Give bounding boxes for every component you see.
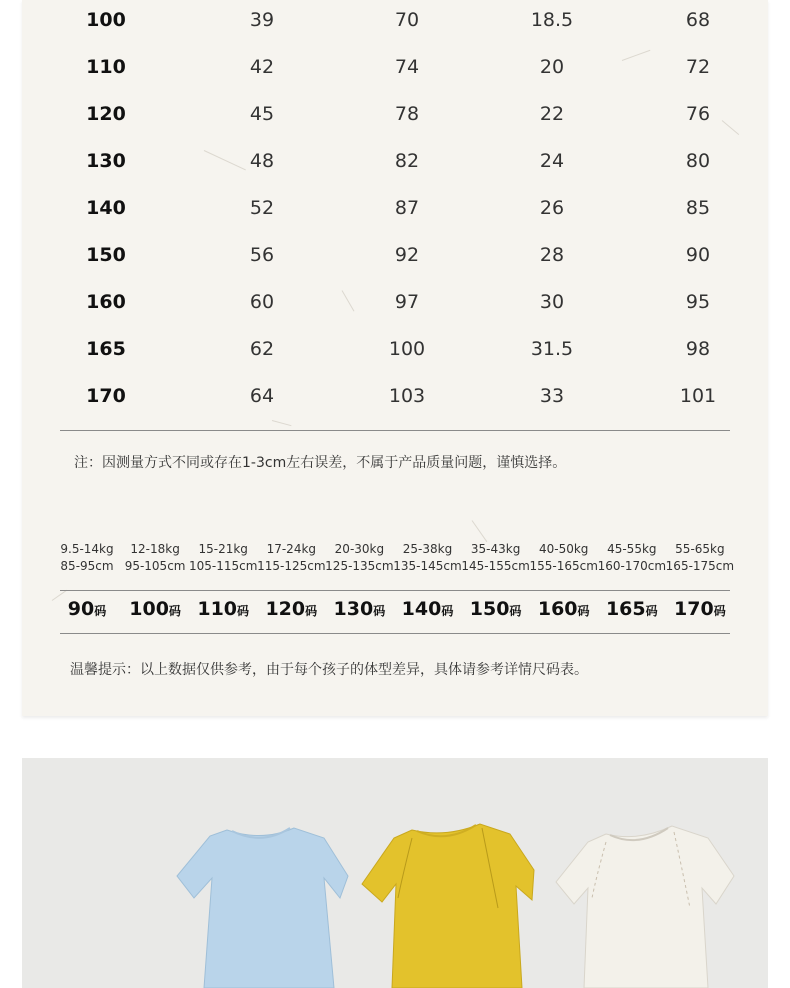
size-code bbox=[324, 598, 394, 620]
weight-range: 40-50kg bbox=[538, 542, 589, 556]
table-row bbox=[22, 44, 768, 91]
size-code-unit: 码 bbox=[168, 604, 181, 618]
measure-cell: 18.5 bbox=[530, 9, 574, 31]
measure-cell: 90 bbox=[685, 244, 711, 266]
size-code-number: 130 bbox=[333, 598, 374, 620]
measure-cell: 45 bbox=[249, 103, 275, 125]
measure-cell: 26 bbox=[539, 197, 565, 219]
size-code-number: 160 bbox=[537, 598, 578, 620]
size-code-number: 170 bbox=[674, 598, 714, 620]
size-cell: 150 bbox=[86, 244, 126, 266]
weight-range: 9.5-14kg bbox=[60, 542, 114, 556]
measure-cell: 31.5 bbox=[530, 338, 574, 360]
measure-cell: 42 bbox=[249, 56, 275, 78]
size-code-unit: 码 bbox=[713, 604, 726, 618]
measure-cell: 52 bbox=[249, 197, 275, 219]
size-code-number: 90 bbox=[67, 598, 95, 620]
size-code-unit: 码 bbox=[237, 604, 250, 618]
measure-cell: 74 bbox=[394, 56, 420, 78]
size-code bbox=[597, 598, 667, 620]
table-row bbox=[22, 232, 768, 279]
size-cell: 100 bbox=[86, 9, 126, 31]
measure-cell: 80 bbox=[685, 150, 711, 172]
product-photo bbox=[22, 758, 768, 988]
measure-cell: 103 bbox=[388, 385, 426, 407]
measure-cell: 72 bbox=[685, 56, 711, 78]
measure-cell: 98 bbox=[685, 338, 711, 360]
measure-cell: 39 bbox=[249, 9, 275, 31]
size-code-unit: 码 bbox=[305, 604, 318, 618]
size-chart-panel bbox=[22, 0, 768, 716]
reference-weight-height bbox=[324, 541, 394, 575]
size-cell: 160 bbox=[86, 291, 126, 313]
size-cell: 130 bbox=[86, 150, 126, 172]
table-row bbox=[22, 373, 768, 420]
weight-range: 25-38kg bbox=[402, 542, 453, 556]
size-cell: 170 bbox=[86, 385, 126, 407]
size-code-unit: 码 bbox=[441, 604, 454, 618]
reference-weight-height bbox=[665, 541, 735, 575]
size-code bbox=[120, 598, 190, 620]
size-code-unit: 码 bbox=[645, 604, 658, 618]
size-code-number: 120 bbox=[265, 598, 306, 620]
table-row bbox=[22, 279, 768, 326]
size-code bbox=[188, 598, 258, 620]
measure-cell: 62 bbox=[249, 338, 275, 360]
measure-cell: 60 bbox=[249, 291, 275, 313]
measure-cell: 100 bbox=[388, 338, 426, 360]
table-row bbox=[22, 91, 768, 138]
height-range: 85-95cm bbox=[60, 559, 114, 573]
table-row bbox=[22, 326, 768, 373]
measure-cell: 48 bbox=[249, 150, 275, 172]
measure-cell: 101 bbox=[679, 385, 717, 407]
size-code-number: 150 bbox=[469, 598, 510, 620]
size-code bbox=[256, 598, 326, 620]
yellow-tshirt bbox=[362, 824, 534, 988]
height-range: 135-145cm bbox=[393, 559, 462, 573]
paper-fiber bbox=[472, 520, 488, 542]
measure-cell: 30 bbox=[539, 291, 565, 313]
reference-weight-height bbox=[188, 541, 258, 575]
tshirt-illustrations bbox=[22, 758, 768, 988]
table-row bbox=[22, 0, 768, 44]
size-code-number: 110 bbox=[197, 598, 238, 620]
size-cell: 120 bbox=[86, 103, 126, 125]
measure-cell: 68 bbox=[685, 9, 711, 31]
table-row bbox=[22, 185, 768, 232]
size-code-unit: 码 bbox=[509, 604, 522, 618]
measurement-note: 注：因测量方式不同或存在1-3cm左右误差，不属于产品质量问题，谨慎选择。 bbox=[74, 455, 567, 471]
size-code-unit: 码 bbox=[373, 604, 386, 618]
measure-cell: 97 bbox=[394, 291, 420, 313]
size-code bbox=[393, 598, 463, 620]
weight-range: 55-65kg bbox=[675, 542, 725, 556]
blue-tshirt bbox=[177, 828, 348, 988]
size-cell: 165 bbox=[86, 338, 126, 360]
measure-cell: 33 bbox=[539, 385, 565, 407]
measure-cell: 87 bbox=[394, 197, 420, 219]
measure-cell: 92 bbox=[394, 244, 420, 266]
measure-cell: 78 bbox=[394, 103, 420, 125]
measure-cell: 24 bbox=[539, 150, 565, 172]
size-code bbox=[52, 598, 122, 620]
size-code-unit: 码 bbox=[577, 604, 590, 618]
height-range: 160-170cm bbox=[597, 559, 667, 573]
table-row bbox=[22, 138, 768, 185]
measure-cell: 22 bbox=[539, 103, 565, 125]
size-code-number: 140 bbox=[401, 598, 442, 620]
measure-cell: 82 bbox=[394, 150, 420, 172]
reference-weight-height bbox=[597, 541, 667, 575]
size-code-number: 165 bbox=[605, 598, 646, 620]
reference-weight-height bbox=[393, 541, 463, 575]
measure-cell: 20 bbox=[539, 56, 565, 78]
size-code-number: 100 bbox=[129, 598, 169, 620]
weight-range: 45-55kg bbox=[607, 542, 657, 556]
measure-cell: 64 bbox=[249, 385, 275, 407]
size-code-unit: 码 bbox=[94, 604, 107, 618]
measure-cell: 28 bbox=[539, 244, 565, 266]
weight-range: 12-18kg bbox=[130, 542, 180, 556]
weight-range: 20-30kg bbox=[334, 542, 385, 556]
height-range: 125-135cm bbox=[325, 559, 394, 573]
measure-cell: 70 bbox=[394, 9, 420, 31]
size-code bbox=[529, 598, 599, 620]
reference-weight-height bbox=[52, 541, 122, 575]
paper-fiber bbox=[272, 420, 292, 426]
reference-divider-bottom bbox=[60, 633, 730, 634]
height-range: 145-155cm bbox=[461, 559, 530, 573]
height-range: 95-105cm bbox=[124, 559, 186, 573]
white-tshirt bbox=[556, 826, 734, 988]
weight-range: 35-43kg bbox=[470, 542, 521, 556]
size-code bbox=[665, 598, 735, 620]
reference-weight-height bbox=[256, 541, 326, 575]
size-cell: 110 bbox=[86, 56, 126, 78]
size-cell: 140 bbox=[86, 197, 126, 219]
weight-range: 17-24kg bbox=[266, 542, 317, 556]
measure-cell: 56 bbox=[249, 244, 275, 266]
tip-note: 温馨提示：以上数据仅供参考，由于每个孩子的体型差异，具体请参考详情尺码表。 bbox=[70, 662, 588, 678]
measure-cell: 85 bbox=[685, 197, 711, 219]
measure-cell: 76 bbox=[685, 103, 711, 125]
table-divider bbox=[60, 430, 730, 431]
reference-weight-height bbox=[529, 541, 599, 575]
height-range: 105-115cm bbox=[188, 559, 258, 573]
measure-cell: 95 bbox=[685, 291, 711, 313]
size-code bbox=[461, 598, 531, 620]
reference-weight-height bbox=[120, 541, 190, 575]
height-range: 165-175cm bbox=[665, 559, 735, 573]
height-range: 115-125cm bbox=[257, 559, 326, 573]
weight-range: 15-21kg bbox=[198, 542, 248, 556]
height-range: 155-165cm bbox=[529, 559, 598, 573]
reference-weight-height bbox=[461, 541, 531, 575]
reference-divider-top bbox=[60, 590, 730, 591]
